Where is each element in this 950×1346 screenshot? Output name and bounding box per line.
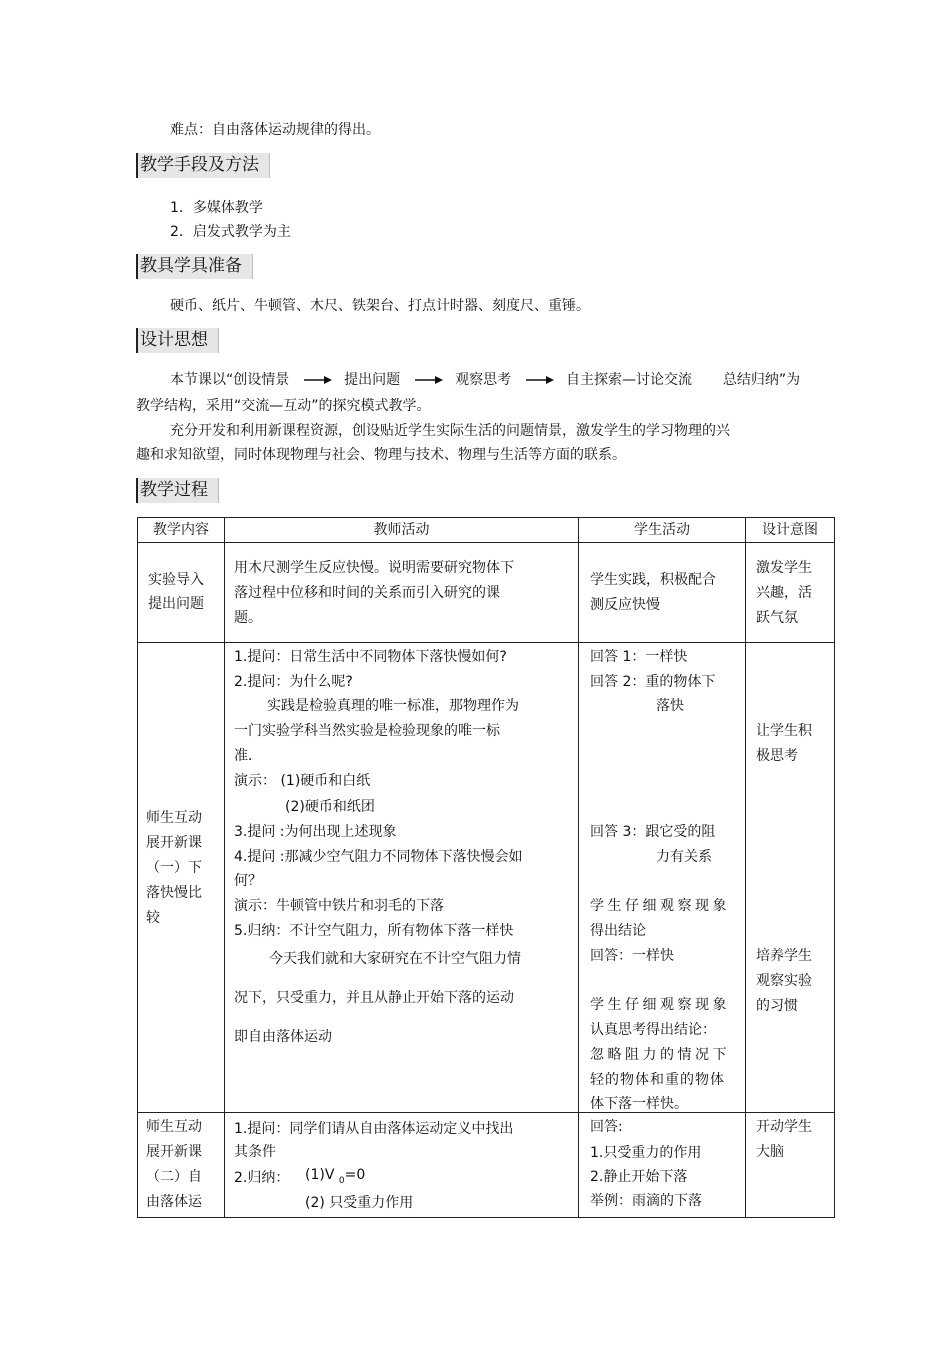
row3-intent bbox=[746, 1113, 834, 1217]
cell-text: 激发学生 bbox=[756, 560, 812, 576]
cell-text: 较 bbox=[146, 910, 160, 926]
cell-text: 况下，只受重力，并且从静止开始下落的运动 bbox=[234, 990, 514, 1006]
cell-text: 2.提问：为什么呢? bbox=[234, 674, 353, 690]
cell-text: 举例：雨滴的下落 bbox=[590, 1193, 702, 1209]
cell-text: 极思考 bbox=[756, 748, 798, 764]
row2-intent bbox=[746, 643, 834, 1112]
cell-text: 测反应快慢 bbox=[590, 597, 660, 613]
design-flow bbox=[170, 369, 800, 389]
row1-student bbox=[579, 543, 745, 642]
cell-text: （二）自 bbox=[146, 1169, 202, 1185]
cell-text: (2) 只受重力作用 bbox=[305, 1195, 414, 1211]
row1-teacher bbox=[225, 543, 578, 642]
cell-text: 3.提问 :为何出现上述现象 bbox=[234, 824, 397, 840]
cell-text: 开动学生 bbox=[756, 1119, 812, 1135]
row2-teacher bbox=[225, 643, 578, 1112]
cell-text: 提出问题 bbox=[148, 596, 204, 612]
cell-text: 观察实验 bbox=[756, 973, 812, 989]
header-content: 教学内容 bbox=[153, 522, 209, 538]
subscript-text: 0 bbox=[338, 1175, 345, 1186]
cell-text: 学生仔细观察现象 bbox=[590, 898, 730, 914]
arrow-right-icon bbox=[526, 375, 554, 385]
cell-text: 大脑 bbox=[756, 1144, 784, 1160]
cell-text: 1.只受重力的作用 bbox=[590, 1145, 702, 1161]
section-heading-design: 设计思想 bbox=[136, 328, 219, 353]
section-heading-process: 教学过程 bbox=[136, 478, 219, 503]
cell-text: 1.提问：日常生活中不同物体下落快慢如何? bbox=[234, 649, 507, 665]
row3-content bbox=[138, 1113, 224, 1217]
cell-text: 的习惯 bbox=[756, 998, 798, 1014]
row2-student bbox=[579, 643, 745, 1112]
cell-text: 2.归纳： bbox=[234, 1170, 290, 1186]
cell-text: 学生仔细观察现象 bbox=[590, 997, 730, 1013]
row1-intent bbox=[746, 543, 834, 642]
cell-text: 落快慢比 bbox=[146, 885, 202, 901]
flow-step-5: 总结归纳”为 bbox=[722, 372, 801, 388]
difficulty-text: 难点：自由落体运动规律的得出。 bbox=[170, 122, 380, 138]
cell-text: 学生实践，积极配合 bbox=[590, 572, 716, 588]
row1-content bbox=[138, 543, 224, 642]
cell-text: 准． bbox=[234, 748, 262, 764]
cell-text: 展开新课 bbox=[146, 835, 202, 851]
table-header-row bbox=[138, 518, 835, 543]
cell-text: 回答：一样快 bbox=[590, 948, 674, 964]
design-paragraph-line-1: 充分开发和利用新课程资源，创设贴近学生实际生活的问题情景，激发学生的学习物理的兴 bbox=[170, 423, 730, 439]
cell-text: 一门实验学科当然实验是检验现象的唯一标 bbox=[234, 723, 500, 739]
header-intent: 设计意图 bbox=[762, 522, 818, 538]
section-heading-tools: 教具学具准备 bbox=[136, 254, 253, 279]
cell-text: 实验导入 bbox=[148, 572, 204, 588]
table-row bbox=[138, 543, 835, 643]
cell-text: 题。 bbox=[234, 610, 262, 626]
arrow-right-icon bbox=[304, 375, 332, 385]
cell-text: 回答 2：重的物体下 bbox=[590, 674, 716, 690]
flow-step-2: 提出问题 bbox=[344, 372, 401, 388]
arrow-right-icon bbox=[415, 375, 443, 385]
velocity-condition bbox=[305, 1167, 365, 1186]
row3-student bbox=[579, 1113, 745, 1217]
cell-text: 2.静止开始下落 bbox=[590, 1169, 688, 1185]
cell-text: （一）下 bbox=[146, 860, 202, 876]
row3-teacher bbox=[225, 1113, 578, 1217]
cell-text: 用木尺测学生反应快慢。说明需要研究物体下 bbox=[234, 560, 514, 576]
section-heading-methods: 教学手段及方法 bbox=[136, 153, 270, 178]
methods-item-1: 1．多媒体教学 bbox=[170, 200, 263, 216]
cell-text: 4.提问 :那减少空气阻力不同物体下落快慢会如 bbox=[234, 849, 523, 865]
flow-step-1: 本节课以“创设情景 bbox=[170, 372, 290, 388]
design-paragraph-line-2: 趣和求知欲望，同时体现物理与社会、物理与技术、物理与生活等方面的联系。 bbox=[136, 447, 626, 463]
cell-text: 认真思考得出结论： bbox=[590, 1022, 716, 1038]
tools-text: 硬币、纸片、牛顿管、木尺、铁架台、打点计时器、刻度尺、重锤。 bbox=[170, 298, 590, 314]
cell-text: 跃气氛 bbox=[756, 610, 798, 626]
cell-text: 回答: bbox=[590, 1119, 623, 1135]
cell-text: 5.归纳：不计空气阻力，所有物体下落一样快 bbox=[234, 923, 514, 939]
process-table bbox=[137, 517, 835, 1218]
cell-text: 回答 3：跟它受的阻 bbox=[590, 824, 716, 840]
cell-text: 体下落一样快。 bbox=[590, 1096, 688, 1112]
cell-text: 得出结论 bbox=[590, 923, 646, 939]
cell-text: (1)V bbox=[305, 1167, 339, 1183]
cell-text: 培养学生 bbox=[756, 948, 812, 964]
cell-text: 力有关系 bbox=[656, 849, 712, 865]
cell-text: 今天我们就和大家研究在不计空气阻力情 bbox=[269, 951, 521, 967]
cell-text: (2)硬币和纸团 bbox=[285, 799, 375, 815]
cell-text: 演示： (1)硬币和白纸 bbox=[234, 773, 371, 789]
methods-item-2: 2．启发式教学为主 bbox=[170, 224, 291, 240]
cell-text: 由落体运 bbox=[146, 1194, 202, 1210]
table-row bbox=[138, 643, 835, 1113]
flow-step-4: 自主探索—讨论交流 bbox=[565, 372, 692, 388]
header-student: 学生活动 bbox=[634, 522, 690, 538]
cell-text: 回答 1：一样快 bbox=[590, 649, 688, 665]
cell-text: =0 bbox=[344, 1167, 366, 1183]
cell-text: 落过程中位移和时间的关系而引入研究的课 bbox=[234, 585, 500, 601]
row2-content bbox=[138, 643, 224, 1112]
cell-text: 展开新课 bbox=[146, 1144, 202, 1160]
cell-text: 何？ bbox=[234, 873, 262, 889]
cell-text: 即自由落体运动 bbox=[234, 1029, 332, 1045]
cell-text: 兴趣，活 bbox=[756, 585, 812, 601]
flow-step-3: 观察思考 bbox=[455, 372, 512, 388]
design-flow-continued: 教学结构，采用“交流—互动”的探究模式教学。 bbox=[136, 398, 431, 414]
cell-text: 让学生积 bbox=[756, 723, 812, 739]
cell-text: 忽略阻力的情况下 bbox=[590, 1047, 730, 1063]
cell-text: 其条件 bbox=[234, 1144, 276, 1160]
cell-text: 1.提问：同学们请从自由落体运动定义中找出 bbox=[234, 1121, 514, 1137]
table-row bbox=[138, 1113, 835, 1218]
cell-text: 轻的物体和重的物体 bbox=[590, 1072, 725, 1088]
cell-text: 师生互动 bbox=[146, 1119, 202, 1135]
header-teacher: 教师活动 bbox=[373, 522, 430, 538]
cell-text: 演示：牛顿管中铁片和羽毛的下落 bbox=[234, 898, 444, 914]
cell-text: 实践是检验真理的唯一标准，那物理作为 bbox=[267, 698, 519, 714]
cell-text: 落快 bbox=[656, 698, 684, 714]
cell-text: 师生互动 bbox=[146, 810, 202, 826]
